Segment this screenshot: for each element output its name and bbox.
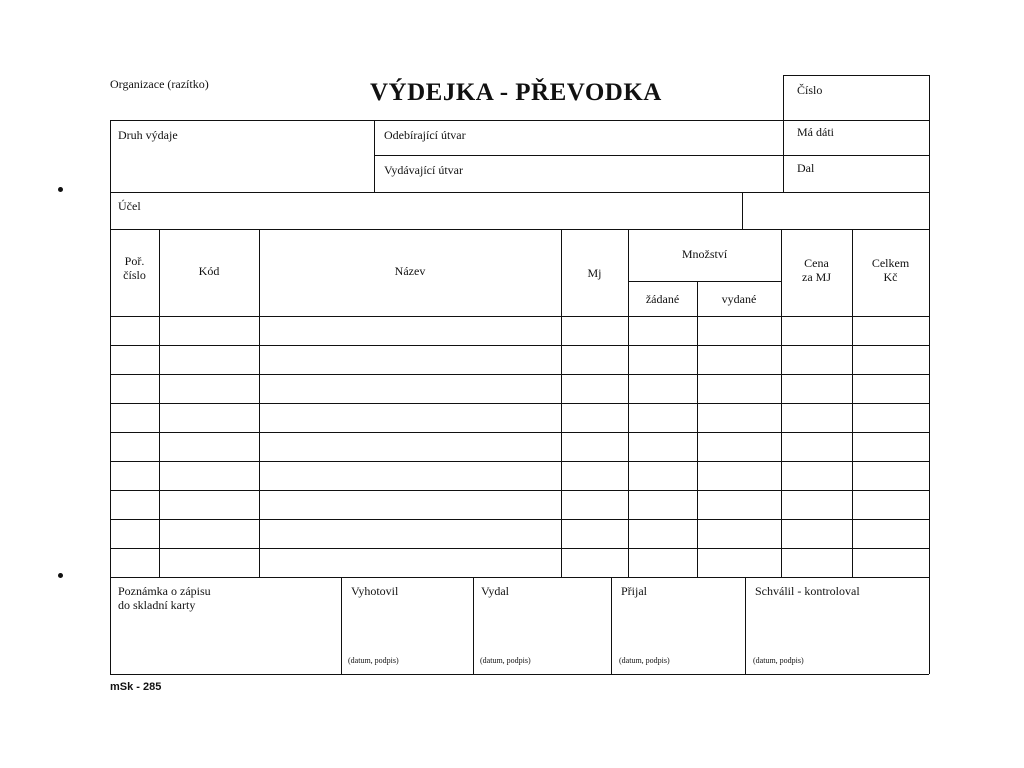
grid-line xyxy=(742,192,743,229)
organization-label: Organizace (razítko) xyxy=(110,77,209,91)
col-header-total: Celkem Kč xyxy=(871,256,910,284)
table-row[interactable] xyxy=(111,404,928,432)
received-by-field[interactable]: Přijal xyxy=(621,584,647,598)
grid-line xyxy=(611,577,612,674)
purpose-field[interactable]: Účel xyxy=(118,199,141,213)
table-row[interactable] xyxy=(111,520,928,548)
binder-hole-bottom xyxy=(58,573,63,578)
grid-line xyxy=(628,281,781,282)
form-code: mSk - 285 xyxy=(110,681,162,693)
col-header-code: Kód xyxy=(198,264,220,278)
credit-field[interactable]: Dal xyxy=(797,161,815,175)
table-row[interactable] xyxy=(111,549,928,577)
grid-line xyxy=(110,120,929,121)
col-header-quantity: Množství xyxy=(681,247,728,261)
receiving-unit-field[interactable]: Odebírající útvar xyxy=(384,128,466,142)
grid-line xyxy=(341,577,342,674)
note-field[interactable]: Poznámka o zápisu do skladní karty xyxy=(118,584,211,612)
binder-hole-top xyxy=(58,187,63,192)
grid-line xyxy=(110,674,929,675)
table-row[interactable] xyxy=(111,317,928,345)
approved-by-field[interactable]: Schválil - kontroloval xyxy=(755,584,860,598)
grid-line xyxy=(110,192,929,193)
grid-line xyxy=(783,75,929,76)
sign-hint: (datum, podpis) xyxy=(480,656,531,665)
sign-hint: (datum, podpis) xyxy=(348,656,399,665)
grid-line xyxy=(783,75,784,192)
table-row[interactable] xyxy=(111,346,928,374)
grid-line xyxy=(473,577,474,674)
issue-type-field[interactable]: Druh výdaje xyxy=(118,128,178,142)
table-row[interactable] xyxy=(111,491,928,519)
grid-line xyxy=(929,75,930,674)
col-header-issued: vydané xyxy=(721,292,757,306)
issued-by-field[interactable]: Vydal xyxy=(481,584,509,598)
prepared-by-field[interactable]: Vyhotovil xyxy=(351,584,399,598)
grid-line xyxy=(745,577,746,674)
col-header-unit-price: Cena za MJ xyxy=(802,256,831,284)
col-header-name: Název xyxy=(394,264,426,278)
grid-line xyxy=(374,155,929,156)
issuing-unit-field[interactable]: Vydávající útvar xyxy=(384,163,463,177)
table-row[interactable] xyxy=(111,433,928,461)
page-title: VÝDEJKA - PŘEVODKA xyxy=(370,79,662,106)
grid-line xyxy=(110,229,929,230)
number-field[interactable]: Číslo xyxy=(797,83,823,97)
col-header-requested: žádané xyxy=(645,292,680,306)
grid-line xyxy=(374,120,375,192)
sign-hint: (datum, podpis) xyxy=(753,656,804,665)
col-header-line-no: Poř. číslo xyxy=(123,254,146,282)
sign-hint: (datum, podpis) xyxy=(619,656,670,665)
grid-line xyxy=(110,577,929,578)
col-header-unit: Mj xyxy=(587,266,602,280)
table-row[interactable] xyxy=(111,462,928,490)
debit-field[interactable]: Má dáti xyxy=(797,125,834,139)
table-row[interactable] xyxy=(111,375,928,403)
